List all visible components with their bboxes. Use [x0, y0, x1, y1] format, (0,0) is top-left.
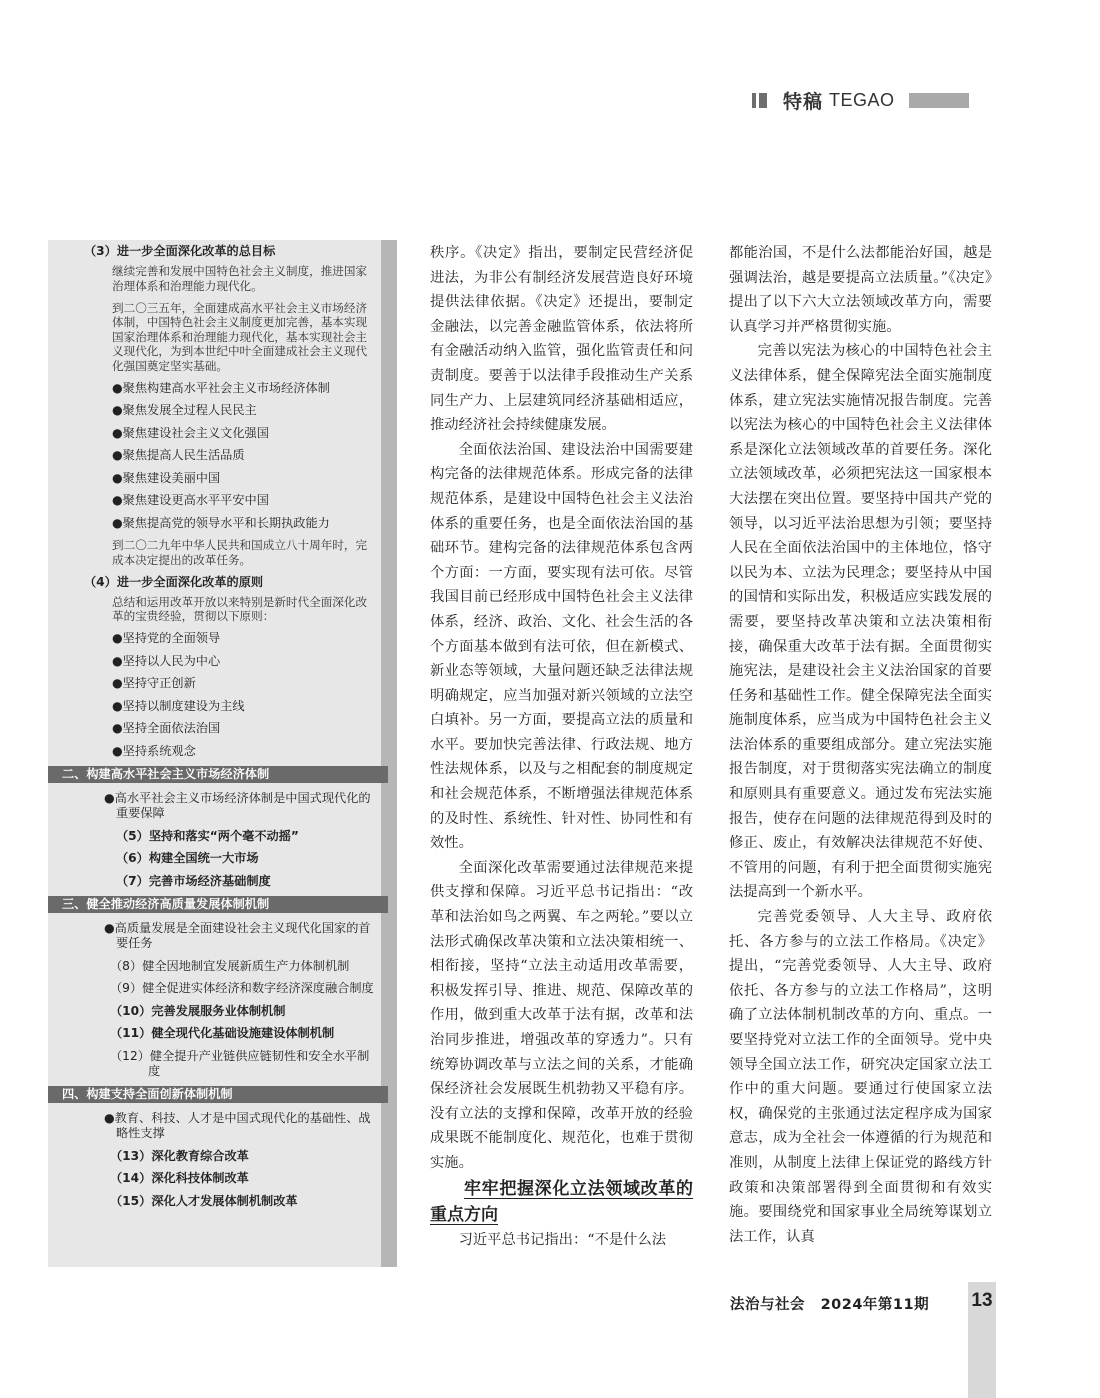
outline-bullet: ●高水平社会主义市场经济体制是中国式现代化的重要保障 [104, 791, 371, 820]
outline-item: （7）完善市场经济基础制度 [116, 873, 271, 888]
outline-bullet: ●坚持全面依法治国 [112, 721, 221, 735]
outline-item: （15）深化人才发展体制机制改革 [110, 1193, 298, 1208]
outline-bullet: ●坚持以制度建设为主线 [112, 698, 245, 713]
sidebar-edge [381, 240, 397, 1267]
header-bar-decoration [759, 93, 767, 108]
section-heading: 牢牢把握深化立法领域改革的重点方向 [430, 1178, 693, 1225]
section-header [752, 88, 969, 112]
outline-item: （9）健全促进实体经济和数字经济深度融合制度 [110, 981, 374, 995]
outline-section-heading: 三、健全推动经济高质量发展体制机制 [48, 896, 388, 913]
outline-bullet: ●聚焦建设社会主义文化强国 [112, 425, 269, 440]
outline-bullet: ●教育、科技、人才是中国式现代化的基础性、战略性支撑 [104, 1111, 371, 1140]
outline-bullet: ●高质量发展是全面建设社会主义现代化国家的首要任务 [104, 921, 371, 950]
outline-bullet: ●聚焦建设更高水平平安中国 [112, 493, 269, 507]
outline-heading: （4）进一步全面深化改革的原则 [84, 574, 264, 589]
outline-bullet: ●聚焦提高党的领导水平和长期执政能力 [112, 515, 330, 530]
paragraph: 完善以宪法为核心的中国特色社会主义法律体系，健全保障宪法全面实施制度体系，建立宪法实施情况报告制度。完善以宪法为核心的中国特色社会主义法律体系是深化立法领域改革的首要任务。深化立法领域改革，必须把宪法这一国家根本大法摆在突出位置。要坚持中国共产党的领导，以习近平法治思想为引领；要坚持人民在全面依法治国中的主体地位，恪守以民为本、立法为民理念；要坚持从中国的国情和实际出发，积极适应实践发展的需要，要坚持改革决策和立法决策相衔接，确保重大改革于法有据。全面贯彻实施宪法，是建设社会主义法治国家的首要任务和基础性工作。健全保障宪法全面实施制度体系，应当成为中国特色社会主义法治体系的重要组成部分。建立宪法实施报告制度，对于贯彻落实宪法确立的制度和原则具有重要意义。通过发布宪法实施报告，使存在问题的法律规范得到及时的修正、废止，有效解决法律规范不好使、不管用的问题，有利于把全面贯彻实施宪法提高到一个新水平。 [729, 343, 992, 901]
page-number: 13 [971, 1290, 993, 1311]
outline-bullet: ●聚焦建设美丽中国 [112, 470, 221, 485]
outline-bullet: ●聚焦提高人民生活品质 [112, 448, 245, 462]
article-column-1 [430, 241, 693, 1252]
section-subtitle: TEGAO [829, 89, 895, 110]
outline-bullet: ●聚焦构建高水平社会主义市场经济体制 [112, 380, 330, 395]
paragraph: 习近平总书记指出：“不是什么法 [458, 1231, 667, 1248]
paragraph: 完善党委领导、人大主导、政府依托、各方参与的立法工作格局。《决定》提出，“完善党委领导、人大主导、政府依托、各方参与的立法工作格局”，这明确了立法体制机制改革的方向、重点。一要坚持党对立法工作的全面领导。党中央领导全国立法工作，研究决定国家立法工作中的重大问题。要通过行使国家立法权，确保党的主张通过法定程序成为国家意志，成为全社会一体遵循的行为规范和准则，从制度上法律上保证党的路线方针政策和决策部署得到全面贯彻和有效实施。要围绕党和国家事业全局统筹谋划立法工作，认真 [729, 909, 992, 1245]
outline-bullet: ●聚焦发展全过程人民民主 [112, 403, 257, 417]
outline-item: （8）健全因地制宜发展新质生产力体制机制 [110, 958, 350, 973]
outline-paragraph: 到二〇二九年中华人民共和国成立八十周年时，完成本决定提出的改革任务。 [112, 538, 368, 567]
header-bar-decoration [752, 93, 756, 108]
outline-heading: （3）进一步全面深化改革的总目标 [84, 244, 276, 258]
journal-name: 法治与社会 [730, 1297, 805, 1313]
article-column-2 [729, 241, 992, 1249]
outline-item: （14）深化科技体制改革 [110, 1171, 249, 1185]
outline-item: （12）健全提升产业链供应链韧性和安全水平制度 [110, 1048, 370, 1078]
paragraph: 全面深化改革需要通过法律规范来提供支撑和保障。习近平总书记指出：“改革和法治如鸟之两翼、车之两轮。”要以立法形式确保改革决策和立法决策相统一、相衔接，坚持“立法主动适用改革需要，积极发挥引导、推进、规范、保障改革的作用，做到重大改革于法有据，改革和法治同步推进，增强改革的穿透力”。只有统筹协调改革与立法之间的关系，才能确保经济社会发展既生机勃勃又平稳有序。没有立法的支撑和保障，改革开放的经验成果既不能制度化、规范化，也难于贯彻实施。 [430, 859, 693, 1171]
outline-paragraph: 继续完善和发展中国特色社会主义制度，推进国家治理体系和治理能力现代化。 [112, 264, 368, 293]
outline-paragraph: 到二〇三五年，全面建成高水平社会主义市场经济体制，中国特色社会主义制度更加完善，基本实现国家治理体系和治理能力现代化，基本实现社会主义现代化，为到本世纪中叶全面建成社会主义现代化强国奠定坚实基础。 [112, 300, 368, 373]
outline-item: （6）构建全国统一大市场 [116, 851, 259, 865]
outline-item: （11）健全现代化基础设施建设体制机制 [110, 1026, 335, 1040]
outline-bullet: ●坚持守正创新 [112, 676, 196, 690]
outline-item: （13）深化教育综合改革 [110, 1148, 249, 1163]
outline-bullet: ●坚持以人民为中心 [112, 653, 221, 668]
outline-item: （10）完善发展服务业体制机制 [110, 1003, 286, 1018]
paragraph: 全面依法治国、建设法治中国需要建构完备的法律规范体系。形成完备的法律规范体系，是建设中国特色社会主义法治体系的重要任务，也是全面依法治国的基础环节。建构完备的法律规范体系包含两个方面：一方面，要实现有法可依。尽管我国目前已经形成中国特色社会主义法律体系，经济、政治、文化、社会生活的各个方面基本做到有法可依，但在新模式、新业态等领域，大量问题还缺乏法律法规明确规定，应当加强对新兴领域的立法空白填补。另一方面，要提高立法的质量和水平。要加快完善法律、行政法规、地方性法规体系，以及与之相配套的制度规定和社会规范体系，不断增强法律规范体系的及时性、系统性、针对性、协同性和有效性。 [430, 441, 693, 852]
outline-bullet: ●坚持系统观念 [112, 743, 196, 758]
outline-item: （5）坚持和落实“两个毫不动摇” [116, 828, 299, 843]
issue-label: 2024年第11期 [820, 1297, 930, 1313]
paragraph: 都能治国，不是什么法都能治好国，越是强调法治，越是要提高立法质量。”《决定》提出了以下六大立法领域改革方向，需要认真学习并严格贯彻实施。 [729, 245, 992, 335]
paragraph: 秩序。《决定》指出，要制定民营经济促进法，为非公有制经济发展营造良好环境提供法律依据。《决定》还提出，要制定金融法，以完善金融监管体系，依法将所有金融活动纳入监管，强化监管责任和问责制度。要善于以法律手段推动生产关系同生产力、上层建筑同经济基础相适应，推动经济社会持续健康发展。 [430, 245, 693, 434]
section-title: 特稿 [783, 90, 824, 113]
outline-section-heading: 四、构建支持全面创新体制机制 [48, 1086, 388, 1103]
outline-section-heading: 二、构建高水平社会主义市场经济体制 [48, 766, 388, 783]
outline-list [62, 244, 378, 1216]
header-block-decoration [909, 93, 969, 108]
outline-paragraph: 总结和运用改革开放以来特别是新时代全面深化改革的宝贵经验，贯彻以下原则： [112, 594, 368, 623]
page-footer [730, 1293, 939, 1314]
outline-bullet: ●坚持党的全面领导 [112, 631, 221, 645]
